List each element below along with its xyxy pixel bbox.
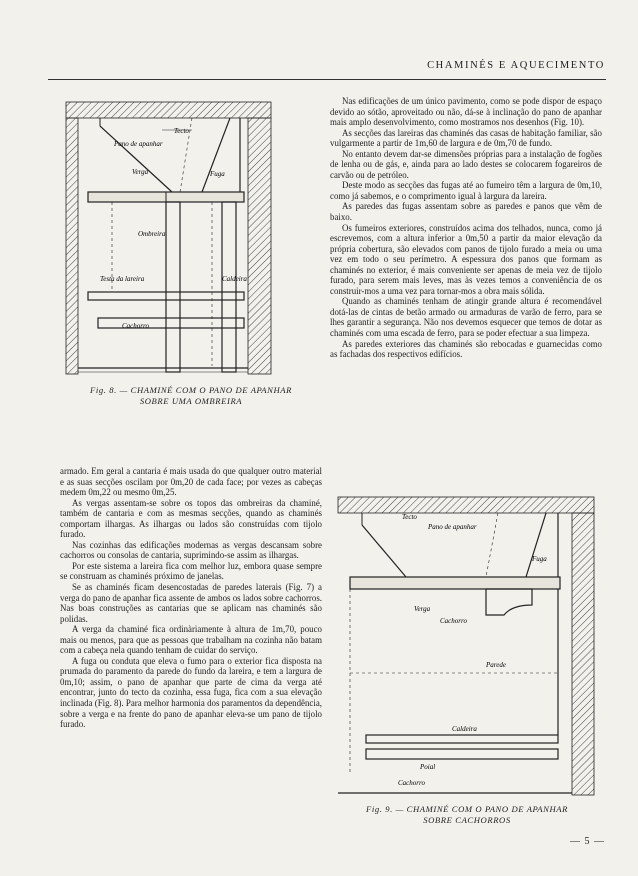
label9-pano-apanhar: Pano de apanhar <box>428 523 477 531</box>
label-caldeira: Caldeira <box>222 275 247 283</box>
paragraph: A fuga ou conduta que eleva o fumo para o exterior fica disposta na prumada do paramento da parede do fundo da lareira, e tem a largura de 0m,10; assim, o pano de apanhar que parte de cima da verga até encontrar, junto do tecto da cozinha, essa fuga, fica com a sua elevação inclinada (Fig. 8). Para melhor harmonia dos paramentos da dependência, sobre a verga e na frente do pano de apanhar eleva-se um pano de tijolo furado. <box>60 655 322 730</box>
label9-parede: Parede <box>486 661 506 669</box>
figure-9-caption <box>328 804 606 826</box>
label9-caldeira: Caldeira <box>452 725 477 733</box>
figure-9 <box>336 495 598 800</box>
label-cachorro: Cachorro <box>122 322 149 330</box>
paragraph: Nas edificações de um único pavimento, como se pode dispor de espaço devido ao sótão, aproveitado ou não, dá-se à inclinação do pano de apanhar mais amplo desenvolvimento, como mostramos nos desenhos (Fig. 10). <box>330 96 602 128</box>
paragraph: As secções das lareiras das chaminés das casas de habitação familiar, são vulgarmente a partir de 1m,60 de largura e de 0m,70 de fundo. <box>330 127 602 149</box>
figure-8-drawing <box>62 96 280 378</box>
paragraph: Quando as chaminés tenham de atingir grande altura é recomendável dotá-las de cintas de betão armado ou armaduras de varão de ferro, para se lhes garantir a segurança. Não nos devemos esquecer que temos de dotar as chaminés com uma escada de ferro, para se poder efectuar a sua limpeza. <box>330 296 602 339</box>
label9-cachorro-base: Cachorro <box>398 779 425 787</box>
label9-fuga: Fuga <box>532 555 547 563</box>
paragraph: Se as chaminés ficam desencostadas de paredes laterais (Fig. 7) a verga do pano de apanhar fica assente de ambos os lados sobre cachorros. Nas boas construções as cantarias que se aplicam nas chaminés são polidas. <box>60 582 322 624</box>
label-testa-lareira: Testa da lareira <box>100 275 145 283</box>
paragraph: Nas cozinhas das edificações modernas as vergas descansam sobre cachorros ou consolas de cantaria, suprimindo-se assim as ilhargas. <box>60 539 322 561</box>
paragraph: As paredes exteriores das chaminés são rebocadas e guarnecidas como as fachadas dos respectivos edifícios. <box>330 338 602 360</box>
paragraph: Os fumeiros exteriores, construídos acima dos telhados, nunca, como já escrevemos, com a altura inferior a 0m,50 a partir da maior elevação da própria cobertura, são elevados com panos de tijolo furado a meia ou uma vez em todo o seu perímetro. A espessura dos panos que formam as chaminés no exterior, é mais conveniente ser apenas de meia vez de tijolo furado, para serem mais leves, mas às vezes temos a conveniência de os construir-mos a uma vez para tornar-mos a obra mais sólida. <box>330 222 602 296</box>
label-fuga: Fuga <box>210 170 225 178</box>
figure-8-caption-line2: SOBRE UMA OMBREIRA <box>139 396 243 406</box>
ceiling-hatch <box>66 102 271 118</box>
label9-verga: Verga <box>414 605 431 613</box>
figure-9-caption-line2: SOBRE CACHORROS <box>423 815 511 825</box>
figure-8-caption-line1: Fig. 8. — CHAMINÉ COM O PANO DE APANHAR <box>90 385 292 395</box>
label-verga: Verga <box>132 168 149 176</box>
figure-9-caption-line1: Fig. 9. — CHAMINÉ COM O PANO DE APANHAR <box>366 804 568 814</box>
right-wall-hatch <box>248 118 271 374</box>
page-number: — 5 — <box>570 836 605 847</box>
paragraph: Deste modo as secções das fugas até ao fumeiro têm a largura de 0m,10, como já sabemos, e o comprimento igual à largura da lareira. <box>330 180 602 201</box>
figure-8-caption <box>60 385 322 407</box>
paragraph: A verga da chaminé fica ordinàriamente à altura de 1m,70, pouco mais ou menos, para que as pessoas que trabalham na cozinha não batam com a cabeça nela quando tenham de cuidar do serviço. <box>60 624 322 656</box>
label-tecto: Tecto <box>174 127 189 135</box>
running-title: CHAMINÉS E AQUECIMENTO <box>427 60 605 71</box>
label9-poial: Poial <box>420 763 436 771</box>
paragraph: As paredes das fugas assentam sobre as paredes e panos que vêm de baixo. <box>330 201 602 223</box>
paragraph: armado. Em geral a cantaria é mais usada do que qualquer outro material e as suas secções oscilam por 0m,20 de cada face; por vezes as cabeças medem 0m,22 ou mesmo 0m,25. <box>60 466 322 498</box>
label-ombreira: Ombreira <box>138 230 166 238</box>
label9-cachorro: Cachorro <box>440 617 467 625</box>
label-pano-apanhar: Pano de apanhar <box>114 140 163 148</box>
paragraph: No entanto devem dar-se dimensões próprias para a instalação de fogões de lenha ou de gás, e, ainda para ao lado destes se colocarem fogareiros de carvão ou de petróleo. <box>330 148 602 180</box>
header-rule <box>48 79 606 80</box>
right-column <box>330 96 602 360</box>
paragraph: As vergas assentam-se sobre os topos das ombreiras da chaminé, também de cantaria e com as mesmas secções, quando as chaminés comportam ilhargas. As ilhargas ou lados são construídas com tijolo furado. <box>60 497 322 540</box>
paragraph: Por este sistema a lareira fica com melhor luz, embora quase sempre se construam as chaminés próximo de janelas. <box>60 560 322 582</box>
figure-9-drawing <box>336 495 598 800</box>
figure-8 <box>62 96 280 378</box>
left-column <box>60 466 322 730</box>
label9-tecto: Tecto <box>402 513 417 521</box>
